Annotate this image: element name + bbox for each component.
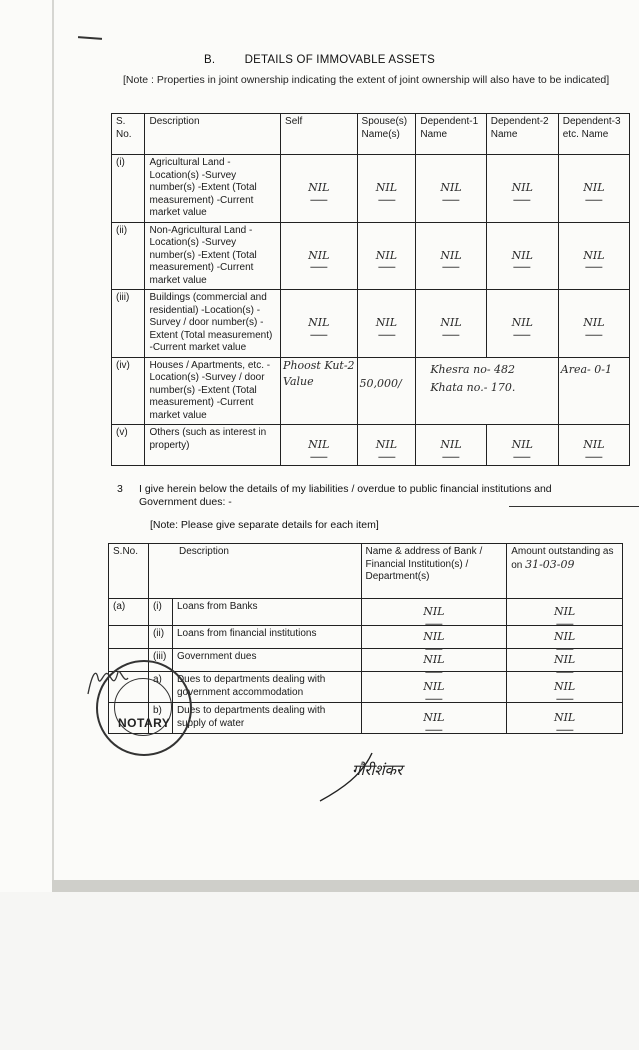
cell-bank: NIL bbox=[361, 649, 507, 672]
header-amount bbox=[507, 544, 623, 599]
section-heading bbox=[0, 54, 639, 66]
cell-dependent-1: NIL bbox=[416, 425, 486, 466]
row-description: Agricultural Land - Location(s) -Survey number(s) -Extent (Total measurement) -Current market value bbox=[145, 155, 281, 223]
table-row bbox=[112, 222, 630, 290]
row-sno: (iii) bbox=[112, 290, 145, 358]
cell-dependent-3: NIL bbox=[558, 290, 629, 358]
cell-dependent-1: NIL bbox=[416, 155, 486, 223]
row-sub-index: (iii) bbox=[148, 649, 172, 672]
row-sub-index: b) bbox=[148, 703, 172, 734]
scan-edge bbox=[52, 0, 54, 890]
cell-spouse: NIL bbox=[357, 155, 416, 223]
row-description: Dues to departments dealing with government accommodation bbox=[172, 672, 361, 703]
as-on-date: 31-03-09 bbox=[525, 557, 575, 571]
section-note: [Note : Properties in joint ownership indicating the extent of joint ownership will also have to be indicated] bbox=[123, 74, 610, 86]
section-number: B. bbox=[204, 54, 216, 66]
signature-text: गौरीशंकर bbox=[352, 761, 403, 779]
cell-bank: NIL bbox=[361, 672, 507, 703]
row-sub-index: a) bbox=[148, 672, 172, 703]
cell-bank: NIL bbox=[361, 703, 507, 734]
row-description: Buildings (commercial and residential) -Location(s) - Survey / door number(s) - Extent (Total measurement) -Current market value bbox=[145, 290, 281, 358]
immovable-assets-table bbox=[111, 113, 630, 466]
section-3-note: [Note: Please give separate details for each item] bbox=[150, 519, 379, 531]
cell-dependent-2: NIL bbox=[486, 222, 558, 290]
row-description: Loans from financial institutions bbox=[172, 626, 361, 649]
scan-bottom-band bbox=[52, 880, 639, 892]
section-title: DETAILS OF IMMOVABLE ASSETS bbox=[244, 54, 435, 66]
cell-bank: NIL bbox=[361, 626, 507, 649]
cell-self bbox=[281, 357, 358, 425]
cell-self: NIL bbox=[281, 222, 358, 290]
table-header-row bbox=[109, 544, 623, 599]
handwritten-plot: Phoost Kut-2 bbox=[283, 358, 355, 372]
table-row bbox=[112, 357, 630, 425]
cell-dependent-3: NIL bbox=[558, 222, 629, 290]
section-3-liabilities-intro bbox=[117, 483, 587, 509]
cell-dependent-3 bbox=[558, 357, 629, 425]
header-description: Description bbox=[145, 114, 281, 155]
cell-dependent-2: NIL bbox=[486, 155, 558, 223]
cell-dependent-1-2 bbox=[416, 357, 558, 425]
cell-amount: NIL bbox=[507, 599, 623, 626]
cell-dependent-3: NIL bbox=[558, 425, 629, 466]
section-3-number: 3 bbox=[117, 483, 123, 495]
header-spouse: Spouse(s) Name(s) bbox=[357, 114, 416, 155]
handwritten-khata: Khata no.- 170. bbox=[430, 381, 516, 394]
cell-amount: NIL bbox=[507, 672, 623, 703]
cell-spouse: NIL bbox=[357, 222, 416, 290]
cell-amount: NIL bbox=[507, 649, 623, 672]
cell-dependent-2: NIL bbox=[486, 425, 558, 466]
cell-bank: NIL bbox=[361, 599, 507, 626]
table-row bbox=[109, 649, 623, 672]
notary-label: NOTARY bbox=[118, 716, 171, 730]
cell-self: NIL bbox=[281, 425, 358, 466]
table-row bbox=[109, 599, 623, 626]
row-description: Government dues bbox=[172, 649, 361, 672]
handwritten-khesra: Khesra no- 482 bbox=[430, 362, 516, 376]
table-header-row bbox=[112, 114, 630, 155]
signature-icon bbox=[312, 745, 477, 807]
cell-dependent-2: NIL bbox=[486, 290, 558, 358]
header-amount-label: Amount outstanding as on bbox=[511, 546, 614, 571]
row-description: Dues to departments dealing with supply of water bbox=[172, 703, 361, 734]
row-sno: (i) bbox=[112, 155, 145, 223]
row-sno: (iv) bbox=[112, 357, 145, 425]
row-sno bbox=[109, 626, 149, 649]
row-sno: (a) bbox=[109, 599, 149, 626]
row-description: Non-Agricultural Land - Location(s) -Survey number(s) -Extent (Total measurement) -Current market value bbox=[145, 222, 281, 290]
header-dependent-3: Dependent-3 etc. Name bbox=[558, 114, 629, 155]
handwritten-value-label: Value bbox=[283, 375, 314, 388]
cell-spouse: NIL bbox=[357, 425, 416, 466]
cell-dependent-1: NIL bbox=[416, 290, 486, 358]
row-description: Houses / Apartments, etc. - Location(s) -Survey / door number(s) -Extent (Total measurement) -Current market value bbox=[145, 357, 281, 425]
cell-spouse bbox=[357, 357, 416, 425]
cell-dependent-1: NIL bbox=[416, 222, 486, 290]
row-sno: (v) bbox=[112, 425, 145, 466]
cell-dependent-3: NIL bbox=[558, 155, 629, 223]
table-row bbox=[112, 155, 630, 223]
handwritten-value: 50,000/ bbox=[359, 376, 402, 390]
cell-amount: NIL bbox=[507, 703, 623, 734]
cell-self: NIL bbox=[281, 155, 358, 223]
handwritten-area: Area- 0-1 bbox=[560, 362, 612, 376]
header-self: Self bbox=[281, 114, 358, 155]
header-dependent-1: Dependent-1 Name bbox=[416, 114, 486, 155]
header-bank: Name & address of Bank / Financial Institution(s) / Department(s) bbox=[361, 544, 507, 599]
header-sno: S. No. bbox=[112, 114, 145, 155]
row-description: Others (such as interest in property) bbox=[145, 425, 281, 466]
row-sub-index: (i) bbox=[148, 599, 172, 626]
section-3-text: I give herein below the details of my liabilities / overdue to public financial institutions and Government dues: - bbox=[139, 483, 552, 508]
cell-amount: NIL bbox=[507, 626, 623, 649]
cell-spouse: NIL bbox=[357, 290, 416, 358]
table-row bbox=[112, 290, 630, 358]
row-sno: (ii) bbox=[112, 222, 145, 290]
notary-signature-icon bbox=[84, 664, 132, 700]
table-row bbox=[112, 425, 630, 466]
row-sub-index: (ii) bbox=[148, 626, 172, 649]
cell-self: NIL bbox=[281, 290, 358, 358]
header-dependent-2: Dependent-2 Name bbox=[486, 114, 558, 155]
table-row bbox=[109, 626, 623, 649]
blank-page-area bbox=[0, 892, 639, 1050]
header-sno: S.No. bbox=[109, 544, 149, 599]
blank-line bbox=[509, 506, 639, 507]
row-description: Loans from Banks bbox=[172, 599, 361, 626]
pen-mark bbox=[78, 36, 102, 40]
header-description: Description bbox=[148, 544, 361, 599]
